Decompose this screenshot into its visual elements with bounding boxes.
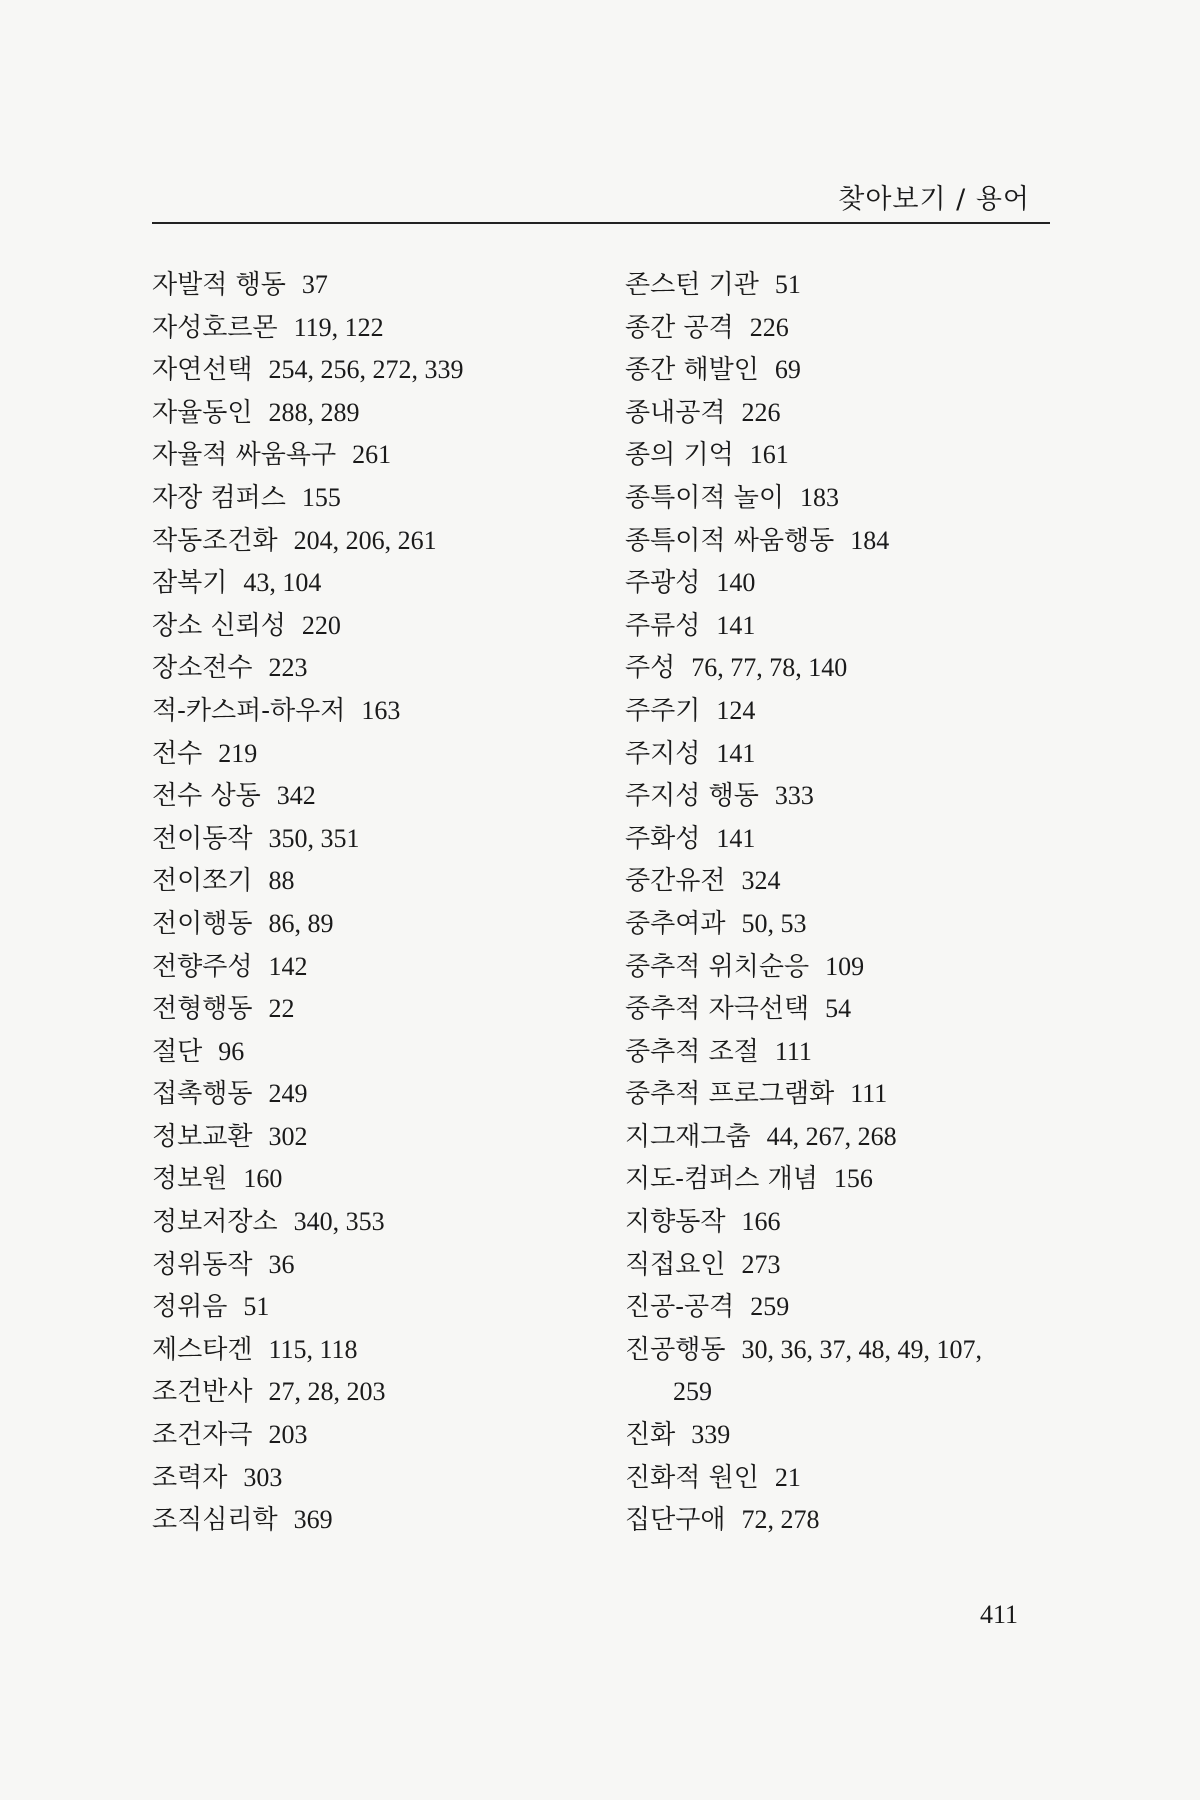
index-term: 지도-컴퍼스 개념 xyxy=(625,1164,818,1195)
index-term: 종내공격 xyxy=(625,397,726,428)
running-header xyxy=(152,180,1050,224)
index-pages: 183 xyxy=(799,482,839,512)
index-entry xyxy=(152,562,592,605)
index-term: 자율동인 xyxy=(152,397,253,428)
index-column-left xyxy=(152,264,592,1542)
index-pages: 22 xyxy=(268,994,295,1024)
index-entry xyxy=(625,775,1055,818)
index-term: 진공행동 xyxy=(625,1334,726,1365)
index-term: 자연선택 xyxy=(152,355,253,386)
index-entry xyxy=(152,1031,592,1074)
index-pages: 27, 28, 203 xyxy=(268,1377,386,1407)
index-term: 접촉행동 xyxy=(152,1079,253,1110)
index-term: 지향동작 xyxy=(625,1207,726,1238)
index-pages: 30, 36, 37, 48, 49, 107, xyxy=(741,1334,982,1364)
index-entry xyxy=(625,1201,1055,1244)
index-term: 조력자 xyxy=(152,1462,228,1493)
index-term: 종특이적 싸움행동 xyxy=(625,525,835,556)
index-term: 주성 xyxy=(625,653,676,684)
index-term: 중추적 자극선택 xyxy=(625,994,810,1025)
index-pages: 50, 53 xyxy=(741,908,807,938)
index-entry xyxy=(625,647,1055,690)
index-entry xyxy=(152,349,592,392)
index-pages: 302 xyxy=(268,1121,308,1151)
index-entry xyxy=(152,605,592,648)
index-term: 전향주성 xyxy=(152,951,253,982)
index-pages: 184 xyxy=(850,525,890,555)
index-pages: 111 xyxy=(774,1036,812,1066)
index-entry xyxy=(152,264,592,307)
index-pages: 226 xyxy=(749,312,789,342)
index-pages: 111 xyxy=(850,1079,888,1109)
index-term: 조건자극 xyxy=(152,1420,253,1451)
index-term: 중추적 위치순응 xyxy=(625,951,810,982)
index-entry xyxy=(625,1073,1055,1116)
index-pages: 273 xyxy=(741,1249,781,1279)
index-entry xyxy=(625,520,1055,563)
index-pages: 141 xyxy=(716,823,756,853)
index-entry xyxy=(625,1457,1055,1500)
index-term: 진화 xyxy=(625,1420,676,1451)
index-pages: 115, 118 xyxy=(268,1334,358,1364)
index-pages: 303 xyxy=(243,1462,283,1492)
index-pages: 259 xyxy=(673,1377,712,1407)
index-term: 전수 xyxy=(152,738,203,769)
index-term: 중추적 조절 xyxy=(625,1036,759,1067)
index-term: 정위음 xyxy=(152,1292,228,1323)
index-term: 전이동작 xyxy=(152,823,253,854)
index-term: 진화적 원인 xyxy=(625,1462,759,1493)
index-entry xyxy=(625,818,1055,861)
index-pages: 203 xyxy=(268,1420,308,1450)
index-term: 종의 기억 xyxy=(625,440,734,471)
index-pages: 43, 104 xyxy=(243,568,322,598)
index-term: 조직심리학 xyxy=(152,1505,278,1536)
index-entry xyxy=(625,1329,1055,1372)
index-entry xyxy=(625,903,1055,946)
index-entry xyxy=(152,1286,592,1329)
index-term: 전이행동 xyxy=(152,908,253,939)
index-pages: 333 xyxy=(774,781,814,811)
index-entry xyxy=(152,477,592,520)
index-entry xyxy=(152,775,592,818)
index-pages: 142 xyxy=(268,951,308,981)
index-pages: 220 xyxy=(301,610,341,640)
index-term: 종간 해발인 xyxy=(625,355,759,386)
index-term: 자장 컴퍼스 xyxy=(152,482,286,513)
index-entry xyxy=(152,647,592,690)
index-pages: 109 xyxy=(825,951,865,981)
index-entry xyxy=(152,733,592,776)
index-entry xyxy=(152,1457,592,1500)
index-pages: 76, 77, 78, 140 xyxy=(691,653,848,683)
index-entry xyxy=(152,392,592,435)
index-term: 중추적 프로그램화 xyxy=(625,1079,835,1110)
index-term: 주지성 xyxy=(625,738,701,769)
index-entry xyxy=(152,1158,592,1201)
index-term: 존스턴 기관 xyxy=(625,270,759,300)
index-pages: 141 xyxy=(716,738,756,768)
index-entry xyxy=(152,903,592,946)
index-term: 작동조건화 xyxy=(152,525,278,556)
index-entry xyxy=(625,1244,1055,1287)
index-pages: 51 xyxy=(774,270,801,299)
index-term: 주화성 xyxy=(625,823,701,854)
index-entry xyxy=(625,264,1055,307)
index-pages: 342 xyxy=(276,781,316,811)
index-entry xyxy=(152,1201,592,1244)
index-pages: 72, 278 xyxy=(741,1505,820,1535)
index-term: 자발적 행동 xyxy=(152,270,286,300)
index-pages: 226 xyxy=(741,397,781,427)
index-pages: 86, 89 xyxy=(268,908,334,938)
index-term: 집단구애 xyxy=(625,1505,726,1536)
index-pages: 288, 289 xyxy=(268,397,360,427)
index-pages: 339 xyxy=(691,1420,731,1450)
index-term: 전이쪼기 xyxy=(152,866,253,897)
index-pages: 36 xyxy=(268,1249,295,1279)
index-term: 주지성 행동 xyxy=(625,781,759,812)
index-pages: 69 xyxy=(774,355,801,385)
index-term: 자성호르몬 xyxy=(152,312,278,343)
index-pages: 88 xyxy=(268,866,295,896)
index-pages: 37 xyxy=(301,270,328,299)
index-entry xyxy=(625,733,1055,776)
index-pages: 204, 206, 261 xyxy=(293,525,437,555)
index-term: 주류성 xyxy=(625,610,701,641)
index-term: 제스타겐 xyxy=(152,1334,253,1365)
index-pages: 141 xyxy=(716,610,756,640)
index-term: 절단 xyxy=(152,1036,203,1067)
index-entry xyxy=(625,860,1055,903)
index-entry xyxy=(152,690,592,733)
index-pages: 259 xyxy=(750,1292,790,1322)
index-entry xyxy=(625,392,1055,435)
index-entry xyxy=(625,605,1055,648)
index-term: 전수 상동 xyxy=(152,781,261,812)
header-title: 찾아보기 / 용어 xyxy=(838,184,1030,215)
page-number: 411 xyxy=(980,1600,1019,1629)
index-column-right xyxy=(625,264,1055,1542)
index-entry xyxy=(625,1371,1055,1414)
index-pages: 21 xyxy=(774,1462,801,1492)
index-pages: 119, 122 xyxy=(293,312,384,342)
index-entry xyxy=(625,562,1055,605)
index-term: 장소 신뢰성 xyxy=(152,610,286,641)
index-entry xyxy=(625,1499,1055,1542)
index-entry xyxy=(152,860,592,903)
index-pages: 161 xyxy=(749,440,789,470)
index-term: 종간 공격 xyxy=(625,312,734,343)
index-pages: 324 xyxy=(741,866,781,896)
index-pages: 219 xyxy=(218,738,258,768)
index-term: 지그재그춤 xyxy=(625,1121,751,1152)
index-entry xyxy=(152,1414,592,1457)
index-pages: 166 xyxy=(741,1207,781,1237)
index-pages: 340, 353 xyxy=(293,1207,385,1237)
index-entry xyxy=(625,1158,1055,1201)
index-entry xyxy=(152,434,592,477)
index-pages: 254, 256, 272, 339 xyxy=(268,355,464,385)
index-term: 중추여과 xyxy=(625,908,726,939)
index-entry xyxy=(152,1244,592,1287)
index-entry xyxy=(625,946,1055,989)
index-entry xyxy=(625,349,1055,392)
index-entry xyxy=(152,1116,592,1159)
index-pages: 44, 267, 268 xyxy=(766,1121,897,1151)
index-pages: 54 xyxy=(825,994,852,1024)
index-term: 자율적 싸움욕구 xyxy=(152,440,337,471)
index-term: 중간유전 xyxy=(625,866,726,897)
index-pages: 261 xyxy=(352,440,392,470)
index-entry xyxy=(152,988,592,1031)
index-entry xyxy=(625,1116,1055,1159)
index-entry xyxy=(152,307,592,350)
index-term: 잠복기 xyxy=(152,568,228,599)
index-entry xyxy=(152,1371,592,1414)
index-entry xyxy=(625,307,1055,350)
index-term: 정보원 xyxy=(152,1164,228,1195)
index-term: 전형행동 xyxy=(152,994,253,1025)
index-term: 장소전수 xyxy=(152,653,253,684)
index-entry xyxy=(625,1286,1055,1329)
index-pages: 223 xyxy=(268,653,308,683)
index-entry xyxy=(625,690,1055,733)
index-term: 주광성 xyxy=(625,568,701,599)
index-pages: 155 xyxy=(301,482,341,512)
index-entry xyxy=(625,434,1055,477)
index-entry xyxy=(152,946,592,989)
index-pages: 160 xyxy=(243,1164,283,1194)
index-term: 정보교환 xyxy=(152,1121,253,1152)
index-term: 조건반사 xyxy=(152,1377,253,1408)
index-pages: 163 xyxy=(361,695,401,725)
index-term: 직접요인 xyxy=(625,1249,726,1280)
index-pages: 140 xyxy=(716,568,756,598)
index-entry xyxy=(152,1073,592,1116)
index-entry xyxy=(152,818,592,861)
index-pages: 156 xyxy=(833,1164,873,1194)
index-pages: 369 xyxy=(293,1505,333,1535)
index-entry xyxy=(625,1414,1055,1457)
index-pages: 96 xyxy=(218,1036,245,1066)
index-pages: 249 xyxy=(268,1079,308,1109)
index-term: 정위동작 xyxy=(152,1249,253,1280)
index-pages: 124 xyxy=(716,695,756,725)
index-entry xyxy=(625,988,1055,1031)
index-entry xyxy=(625,477,1055,520)
index-entry xyxy=(152,1499,592,1542)
index-term: 적-카스퍼-하우저 xyxy=(152,695,346,726)
index-term: 진공-공격 xyxy=(625,1292,735,1323)
index-pages: 350, 351 xyxy=(268,823,360,853)
index-entry xyxy=(152,1329,592,1372)
index-entry xyxy=(625,1031,1055,1074)
index-term: 종특이적 놀이 xyxy=(625,482,784,513)
index-entry xyxy=(152,520,592,563)
index-pages: 51 xyxy=(243,1292,270,1322)
index-term: 정보저장소 xyxy=(152,1207,278,1238)
index-term: 주주기 xyxy=(625,695,701,726)
